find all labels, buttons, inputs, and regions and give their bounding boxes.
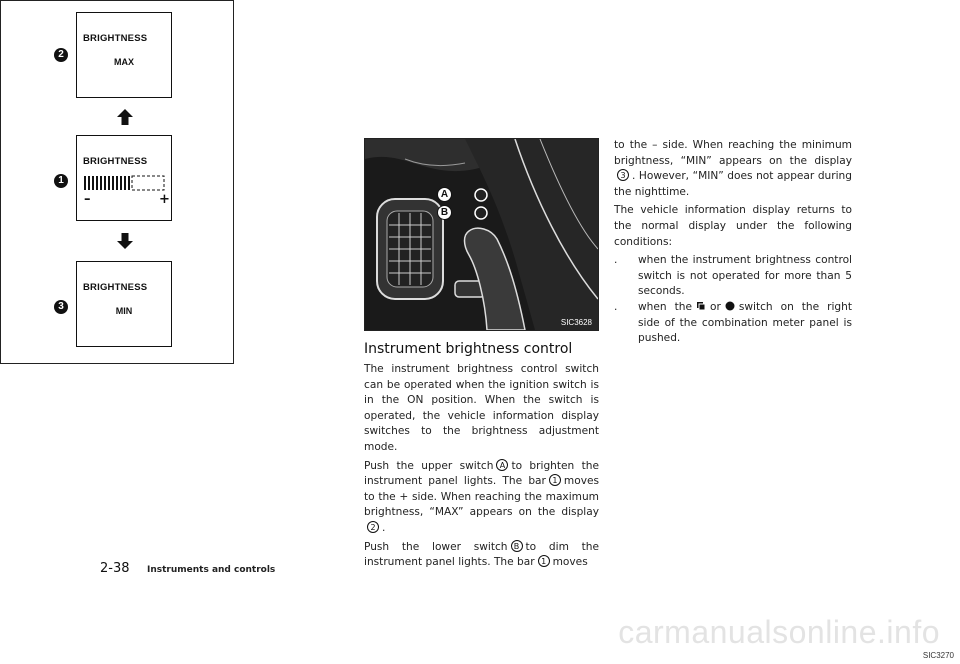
brightness-bar (83, 174, 167, 194)
text: switch on the right side of the combination meter panel is pushed. (638, 300, 852, 345)
paragraph (614, 138, 852, 200)
middle-text-column (364, 341, 599, 571)
ref-2: 2 (367, 521, 379, 533)
panel-title: BRIGHTNESS (83, 156, 148, 167)
text: when the (638, 300, 692, 313)
callout-1: 1 (54, 174, 68, 188)
text: Push the lower switch (364, 540, 508, 553)
figure-code: SIC3270 (922, 651, 954, 660)
panel-title: BRIGHTNESS (83, 282, 148, 293)
arrow-down-icon (116, 232, 134, 250)
ref-1: 1 (538, 555, 550, 567)
page-number: 2-38 (100, 561, 130, 576)
bullet-dot: . (614, 254, 618, 267)
ref-3: 3 (617, 169, 629, 181)
list-item (614, 300, 852, 347)
callout-b: B (437, 205, 452, 220)
paragraph: The vehicle information display returns to the normal display under the following conditions: (614, 204, 852, 248)
text: moves to the + side. When reaching the maximum brightness, “MAX” appears on the display (364, 475, 599, 519)
text: moves (552, 556, 588, 569)
plus-sign: + (159, 192, 170, 207)
text: to dim the instrument panel lights. The bar (364, 540, 600, 569)
callout-2: 2 (54, 48, 68, 62)
brightness-bar-panel (76, 135, 172, 221)
callout-3: 3 (54, 300, 68, 314)
page-switch-icon (696, 301, 706, 311)
panel-title: BRIGHTNESS (83, 33, 148, 44)
section-heading: Instrument brightness control (364, 341, 573, 357)
text: to brighten the instrument panel lights. The bar (364, 459, 599, 488)
arrow-up-icon (116, 108, 134, 126)
panel-value: MAX (114, 57, 134, 67)
paragraph (364, 459, 599, 537)
knob-switch-icon (725, 301, 735, 311)
minus-sign: – (84, 192, 91, 207)
figure-code: SIC3628 (560, 318, 592, 327)
bullet-dot: . (614, 300, 618, 313)
text: . (382, 521, 386, 534)
paragraph: The instrument brightness control switch can be operated when the ignition switch is in the ON position. When the switch is operated, the vehicle information display switches to the brightness adjustment mode. (364, 363, 599, 453)
text: or (709, 300, 721, 313)
ref-a: A (496, 459, 508, 471)
text: when the instrument brightness control switch is not operated for more than 5 seconds. (638, 254, 852, 298)
text: . However, “MIN” does not appear during the nighttime. (614, 170, 852, 198)
panel-value: MIN (115, 306, 133, 316)
callout-a: A (437, 187, 452, 202)
text: to the – side. When reaching the minimum brightness, “MIN” appears on the display (614, 139, 852, 167)
paragraph (364, 540, 599, 571)
brightness-max-panel (76, 12, 172, 98)
text: Push the upper switch (364, 459, 494, 472)
dashboard-illustration (365, 139, 598, 330)
watermark: carmanualsonline.info (618, 614, 940, 650)
brightness-min-panel (76, 261, 172, 347)
list-item (614, 253, 852, 300)
chapter-title: Instruments and controls (147, 565, 276, 575)
right-text-column (614, 138, 852, 347)
switch-location-figure (364, 138, 599, 331)
ref-b: B (511, 540, 523, 552)
ref-1: 1 (549, 474, 561, 486)
